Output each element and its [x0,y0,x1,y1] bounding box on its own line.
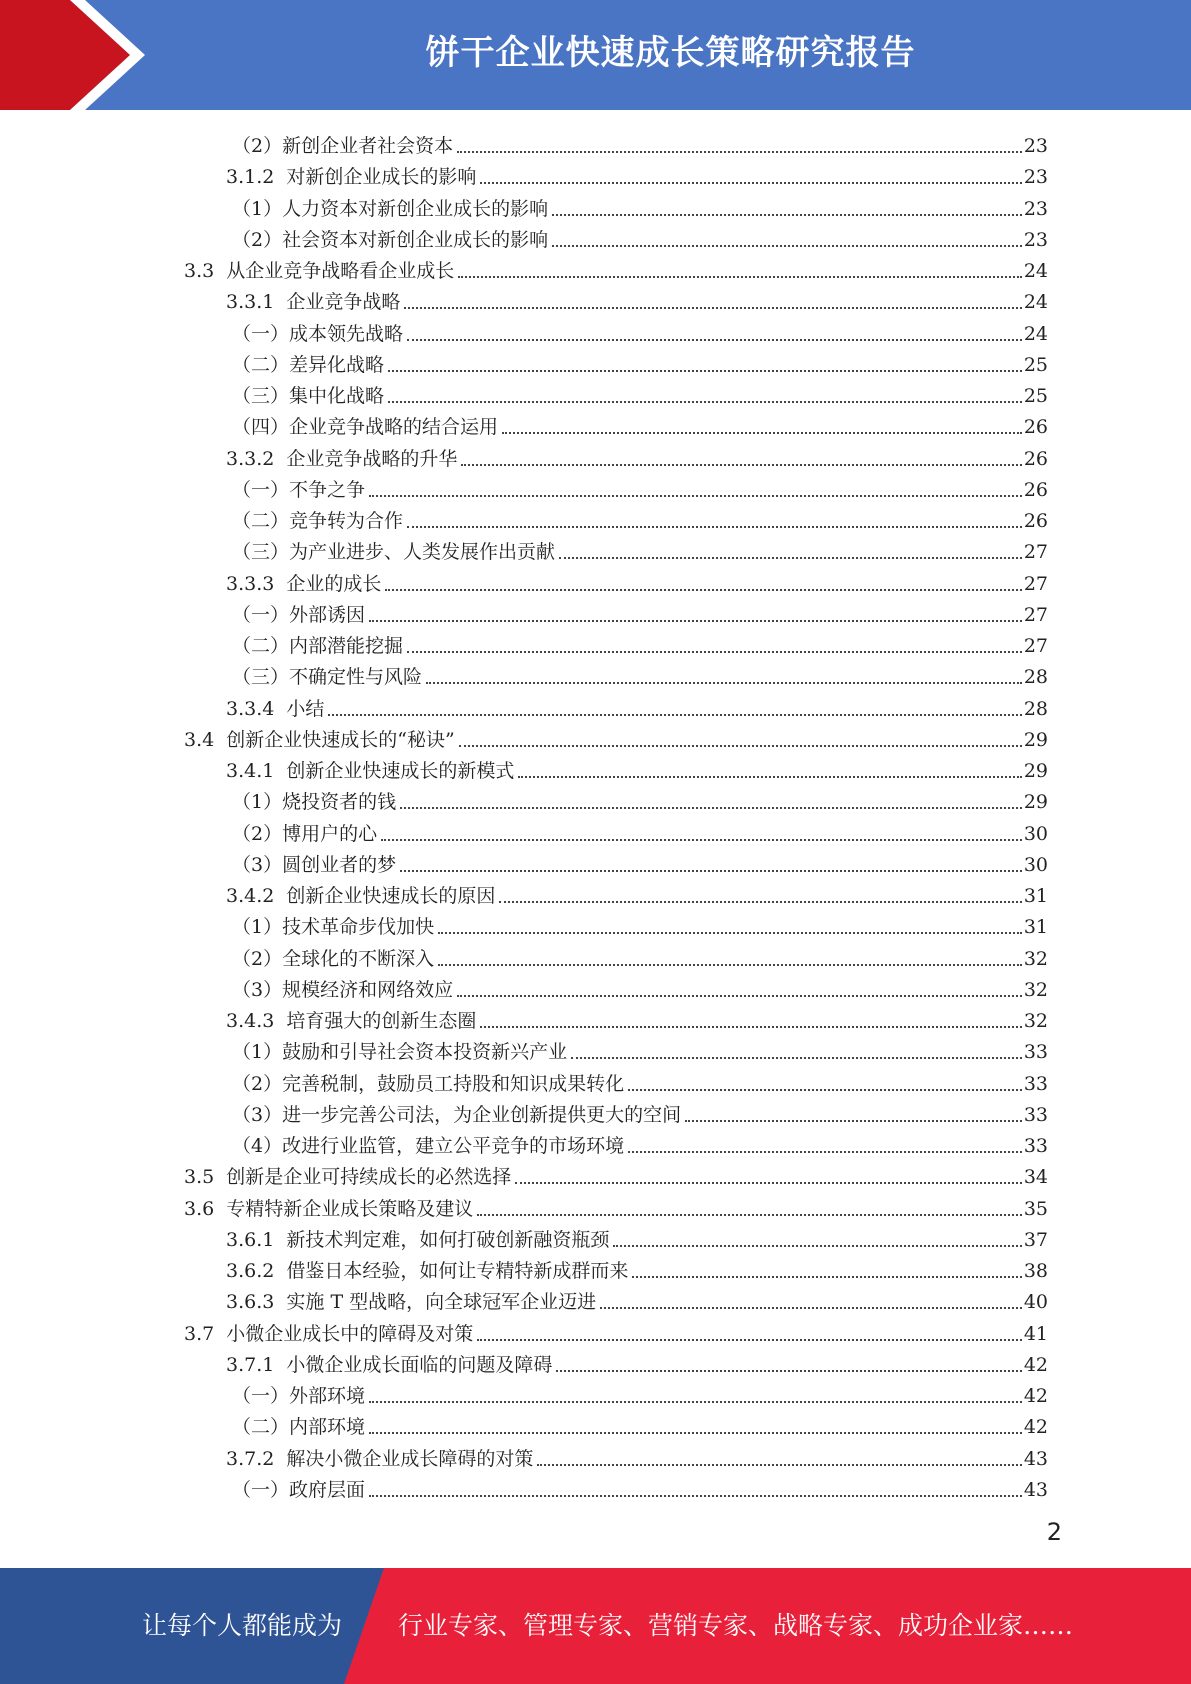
toc-entry-title: 3.4 创新企业快速成长的“秘诀” [184,728,455,751]
toc-entry[interactable] [232,472,1048,503]
report-title: 饼干企业快速成长策略研究报告 [425,33,916,73]
toc-dot-leader [438,932,1022,934]
toc-entry-page: 29 [1023,760,1048,782]
toc-entry-page: 24 [1023,291,1048,314]
toc-entry-page: 41 [1023,1322,1048,1345]
toc-dot-leader [457,995,1022,997]
toc-entry-page: 33 [1023,1135,1048,1157]
footer-roles: 行业专家、管理专家、营销专家、战略专家、成功企业家…… [398,1611,1074,1640]
toc-dot-leader [400,807,1022,809]
toc-entry[interactable] [232,409,1048,440]
toc-entry-title: （一）成本领先战略 [232,322,404,345]
toc-dot-leader [518,776,1021,778]
toc-dot-leader [480,1026,1021,1028]
toc-entry[interactable] [226,878,1048,909]
toc-entry[interactable] [226,1284,1048,1315]
toc-entry-title: 3.3.3 企业的成长 [226,572,382,595]
toc-dot-leader [480,182,1021,184]
toc-dot-leader [559,557,1022,559]
toc-entry-page: 42 [1023,1416,1048,1439]
toc-entry[interactable] [184,722,1048,753]
toc-entry-page: 33 [1023,1103,1048,1126]
toc-entry-page: 27 [1023,635,1048,657]
toc-dot-leader [477,1214,1022,1216]
toc-entry[interactable] [232,1378,1048,1409]
toc-entry-page: 26 [1023,510,1048,532]
toc-entry-page: 42 [1023,1353,1048,1376]
toc-entry[interactable] [226,441,1048,472]
toc-entry[interactable] [232,347,1048,378]
toc-dot-leader [502,432,1022,434]
toc-entry[interactable] [232,941,1048,972]
toc-entry-title: 3.5 创新是企业可持续成长的必然选择 [184,1166,512,1189]
toc-entry[interactable] [232,316,1048,347]
toc-dot-leader [628,1089,1022,1091]
toc-entry[interactable] [232,847,1048,878]
toc-entry-page: 30 [1023,822,1048,845]
toc-dot-leader [556,1370,1021,1372]
toc-entry[interactable] [232,628,1048,659]
toc-entry-title: （一）政府层面 [232,1478,366,1501]
toc-entry[interactable] [232,659,1048,690]
toc-dot-leader [369,1432,1022,1434]
toc-dot-leader [407,651,1022,653]
toc-entry-title: （3）圆创业者的梦 [232,853,397,876]
toc-entry-title: （二）内部环境 [232,1416,366,1439]
toc-dot-leader [632,1276,1021,1278]
toc-dot-leader [613,1245,1021,1247]
toc-entry-title: （4）改进行业监管，建立公平竞争的市场环境 [232,1135,625,1157]
toc-entry[interactable] [232,1472,1048,1503]
toc-entry[interactable] [184,1191,1048,1222]
toc-entry-page: 27 [1023,603,1048,626]
toc-dot-leader [369,1401,1022,1403]
toc-entry-page: 40 [1023,1291,1048,1314]
toc-entry[interactable] [232,191,1048,222]
toc-dot-leader [515,1182,1022,1184]
toc-entry-title: （二）差异化战略 [232,353,385,376]
toc-entry-title: （3）规模经济和网络效应 [232,978,454,1001]
toc-entry-page: 43 [1023,1447,1048,1470]
toc-dot-leader [461,464,1021,466]
toc-entry-page: 29 [1023,791,1048,814]
toc-entry-page: 23 [1023,228,1048,251]
toc-dot-leader [600,1307,1022,1309]
toc-entry-title: （2）全球化的不断深入 [232,947,435,970]
toc-entry-page: 24 [1023,260,1048,282]
footer-slogan: 让每个人都能成为 [142,1611,343,1640]
toc-dot-leader [499,901,1021,903]
toc-entry-page: 23 [1023,135,1048,157]
toc-entry-title: 3.6.3 实施 T 型战略，向全球冠军企业迈进 [226,1291,597,1314]
toc-entry-page: 29 [1023,728,1048,751]
toc-dot-leader [369,620,1022,622]
toc-dot-leader [369,1495,1022,1497]
toc-entry-title: （2）完善税制，鼓励员工持股和知识成果转化 [232,1072,625,1095]
toc-entry-title: （1）人力资本对新创企业成长的影响 [232,197,549,220]
toc-entry[interactable] [226,1441,1048,1472]
toc-dot-leader [404,307,1021,309]
toc-entry[interactable] [226,1347,1048,1378]
toc-entry-title: 3.7.2 解决小微企业成长障碍的对策 [226,1447,534,1470]
page-number: 2 [1046,1518,1062,1546]
toc-entry-title: （三）不确定性与风险 [232,666,423,689]
toc-dot-leader [552,245,1022,247]
toc-entry[interactable] [184,253,1048,284]
toc-entry-title: 3.6 专精特新企业成长策略及建议 [184,1197,474,1220]
toc-entry-title: （一）外部环境 [232,1385,366,1407]
toc-entry-page: 37 [1023,1228,1048,1251]
toc-dot-leader [407,339,1022,341]
toc-entry[interactable] [232,597,1048,628]
toc-entry-page: 42 [1023,1385,1048,1407]
toc-entry-page: 43 [1023,1478,1048,1501]
toc-entry-title: （四）企业竞争战略的结合运用 [232,416,499,439]
toc-entry[interactable] [184,1159,1048,1190]
toc-entry[interactable] [226,284,1048,315]
toc-dot-leader [438,964,1022,966]
toc-entry-page: 25 [1023,353,1048,376]
toc-dot-leader [369,495,1022,497]
toc-entry-page: 31 [1023,885,1048,907]
toc-entry-page: 30 [1023,853,1048,876]
toc-dot-leader [459,745,1022,747]
toc-entry-title: 3.4.1 创新企业快速成长的新模式 [226,760,515,782]
toc-entry-title: （一）不争之争 [232,478,366,501]
toc-entry-page: 27 [1023,572,1048,595]
toc-entry-title: 3.3.1 企业竞争战略 [226,291,401,314]
toc-entry-title: 3.3.4 小结 [226,697,325,720]
toc-entry-page: 28 [1023,666,1048,689]
toc-entry-title: 3.6.1 新技术判定难，如何打破创新融资瓶颈 [226,1228,610,1251]
toc-entry-title: （二）内部潜能挖掘 [232,635,404,657]
toc-entry-page: 25 [1023,385,1048,407]
toc-entry[interactable] [232,1034,1048,1065]
toc-entry-page: 31 [1023,916,1048,939]
toc-entry[interactable] [226,1253,1048,1284]
toc-entry[interactable] [226,1003,1048,1034]
toc-entry-page: 35 [1023,1197,1048,1220]
toc-dot-leader [477,1339,1022,1341]
toc-entry-page: 34 [1023,1166,1048,1189]
toc-entry[interactable] [232,909,1048,940]
toc-entry-page: 28 [1023,697,1048,720]
toc-dot-leader [571,1057,1022,1059]
toc-entry[interactable] [232,128,1048,159]
toc-entry[interactable] [232,1409,1048,1440]
toc-entry-page: 23 [1023,166,1048,189]
toc-entry[interactable] [232,784,1048,815]
toc-dot-leader [426,682,1022,684]
toc-entry-page: 26 [1023,447,1048,470]
toc-entry[interactable] [232,1097,1048,1128]
toc-entry-title: （3）进一步完善公司法，为企业创新提供更大的空间 [232,1103,682,1126]
toc-entry-page: 26 [1023,416,1048,439]
toc-dot-leader [328,714,1021,716]
toc-entry-title: （1）鼓励和引导社会资本投资新兴产业 [232,1041,568,1064]
toc-dot-leader [385,589,1021,591]
toc-entry-page: 32 [1023,947,1048,970]
toc-entry-title: 3.7 小微企业成长中的障碍及对策 [184,1322,474,1345]
toc-entry-title: 3.3.2 企业竞争战略的升华 [226,447,458,470]
toc-entry-page: 23 [1023,197,1048,220]
toc-entry-title: （三）为产业进步、人类发展作出贡献 [232,541,556,564]
toc-entry-title: （1）烧投资者的钱 [232,791,397,814]
toc-entry-title: （2）博用户的心 [232,822,378,845]
toc-entry-page: 27 [1023,541,1048,564]
toc-entry-title: （二）竞争转为合作 [232,510,404,532]
toc-entry[interactable] [226,1222,1048,1253]
toc-dot-leader [400,870,1022,872]
toc-entry[interactable] [184,1316,1048,1347]
toc-entry-page: 26 [1023,478,1048,501]
toc-dot-leader [685,1120,1022,1122]
toc-entry[interactable] [226,691,1048,722]
page-footer [0,1568,1191,1684]
toc-entry[interactable] [232,378,1048,409]
toc-entry-title: （一）外部诱因 [232,603,366,626]
toc-entry[interactable] [232,1066,1048,1097]
toc-entry[interactable] [226,159,1048,190]
toc-entry[interactable] [226,566,1048,597]
toc-entry-page: 24 [1023,322,1048,345]
toc-entry-title: （2）社会资本对新创企业成长的影响 [232,228,549,251]
toc-entry-title: 3.6.2 借鉴日本经验，如何让专精特新成群而来 [226,1260,629,1282]
toc-entry-title: （三）集中化战略 [232,385,385,407]
toc-entry-title: 3.7.1 小微企业成长面临的问题及障碍 [226,1353,553,1376]
toc-entry[interactable] [232,1128,1048,1159]
toc-entry-title: （2）新创企业者社会资本 [232,135,454,157]
toc-dot-leader [458,276,1022,278]
toc-dot-leader [537,1464,1021,1466]
toc-entry[interactable] [232,816,1048,847]
toc-entry[interactable] [232,503,1048,534]
toc-entry[interactable] [232,534,1048,565]
toc-entry-title: 3.3 从企业竞争战略看企业成长 [184,260,455,282]
page-header [0,0,1191,110]
toc-entry-title: 3.4.3 培育强大的创新生态圈 [226,1010,477,1032]
toc-entry-page: 32 [1023,1010,1048,1032]
toc-entry-page: 33 [1023,1041,1048,1064]
toc-dot-leader [388,370,1022,372]
toc-dot-leader [628,1151,1022,1153]
toc-entry-title: 3.1.2 对新创企业成长的影响 [226,166,477,189]
toc-entry[interactable] [232,222,1048,253]
toc-entry-page: 38 [1023,1260,1048,1282]
toc-entry-title: 3.4.2 创新企业快速成长的原因 [226,885,496,907]
toc-entry-title: （1）技术革命步伐加快 [232,916,435,939]
header-arrow-decoration [0,0,150,110]
toc-entry[interactable] [226,753,1048,784]
toc-entry[interactable] [232,972,1048,1003]
toc-entry-page: 32 [1023,978,1048,1001]
toc-entry-page: 33 [1023,1072,1048,1095]
toc-dot-leader [407,526,1022,528]
toc-dot-leader [381,839,1022,841]
toc-dot-leader [457,151,1022,153]
toc-dot-leader [388,401,1022,403]
toc-dot-leader [552,214,1022,216]
